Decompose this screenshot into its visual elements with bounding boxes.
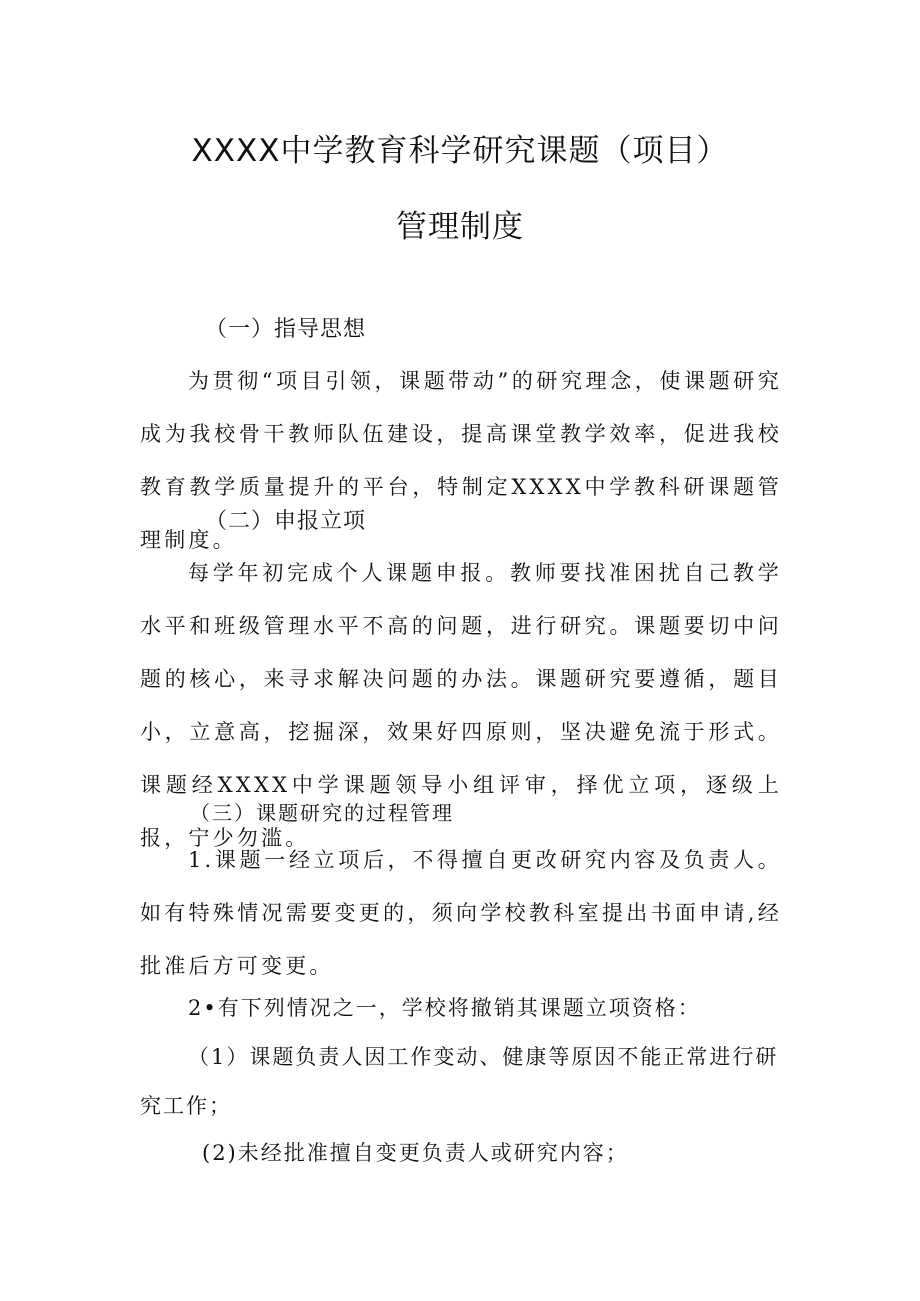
process-subitem-1-line-1: （1）课题负责人因工作变动、健康等原因不能正常进行研: [188, 1045, 779, 1069]
section-paragraph-guiding-ideology: 为贯彻“项目引领，课题带动”的研究理念，使课题研究成为我校骨干教师队伍建设，提高课堂教学效率，促进我校教育教学质量提升的平台，特制定XXXX中学教科研课题管理制度。: [140, 369, 782, 552]
section-heading-process-management: （三）课题研究的过程管理: [190, 801, 454, 825]
section-heading-application: （二）申报立项: [205, 509, 367, 534]
process-item-1: 1.课题一经立项后，不得擅自更改研究内容及负责人。如有特殊情况需要变更的，须向学校教科室提出书面申请,经批准后方可变更。: [140, 848, 782, 978]
section-paragraph-application: 每学年初完成个人课题申报。教师要找准困扰自己教学水平和班级管理水平不高的问题，进行研究。课题要切中问题的核心，来寻求解决问题的办法。课题研究要遵循，题目小，立意高，挖掘深，效果好四原则，坚决避免流于形式。课题经XXXX中学课题领导小组评审，择优立项，逐级上报，宁少勿滥。: [140, 561, 782, 850]
process-subitem-2: (2)未经批准擅自变更负责人或研究内容；: [202, 1141, 629, 1165]
process-item-2: 2•有下列情况之一，学校将撤销其课题立项资格：: [188, 996, 701, 1020]
document-title-line-2: 管理制度: [396, 209, 524, 245]
document-title-line-1: XXXX中学教育科学研究课题（项目）: [191, 133, 729, 169]
section-heading-guiding-ideology: （一）指导思想: [205, 317, 367, 342]
process-subitem-1-line-2: 究工作；: [140, 1094, 232, 1118]
